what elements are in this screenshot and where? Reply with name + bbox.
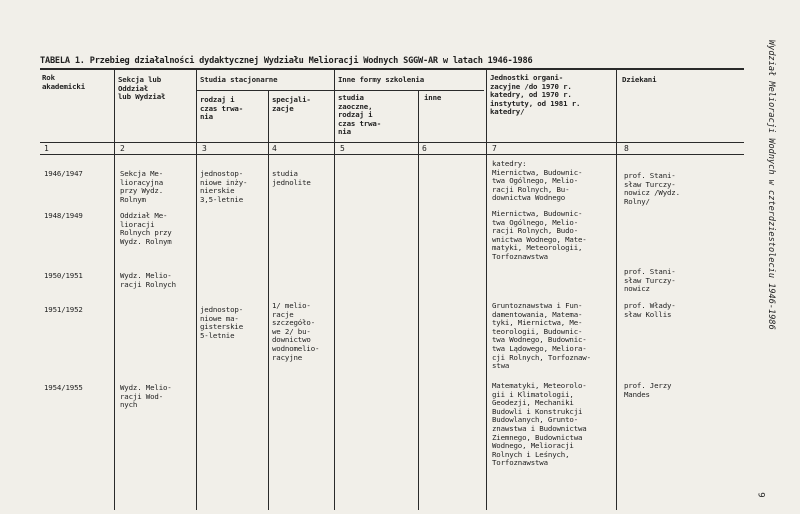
col-divider-4 (334, 70, 335, 510)
col-number-6: 6 (422, 144, 427, 153)
header-rodzaj: rodzaj i czas trwa- nia (200, 95, 243, 122)
side-caption (760, 40, 780, 380)
header-bottom-rule (40, 142, 744, 143)
row-1950-year: 1950/1951 (44, 271, 83, 280)
row-1946-rodzaj: jednostop- niowe inży- nierskie 3,5-letnie (200, 169, 248, 204)
col-number-7: 7 (492, 144, 497, 153)
header-inne-formy: Inne formy szkolenia (338, 75, 424, 84)
col-divider-5 (418, 90, 419, 510)
row-1954-jednostki: Matematyki, Meteorolo- gii i Klimatologii, Geodezji, Mechaniki Budowli i Konstrukcji Budowlanych, Grunto- znawstwa i Budownictwa Ziemnego, Budownictwa Wodnego, Melioracji Rolnych i Leśnych, Torfoznawstwa (492, 381, 587, 468)
col-divider-2 (196, 70, 197, 510)
col-number-8: 8 (624, 144, 629, 153)
col-divider-7 (616, 70, 617, 510)
header-studia-stacjonarne: Studia stacjonarne (200, 75, 278, 84)
header-zaoczne: studia zaoczne, rodzaj i czas trwa- nia (338, 93, 381, 137)
row-1948-unit: Oddział Me- lioracji Rolnych przy Wydz. Rolnym (120, 211, 172, 246)
row-1951-spec: 1/ melio- racje szczegóło- we 2/ bu- downictwo wodnomelio- racyjne (272, 301, 320, 362)
table-top-rule (40, 68, 744, 70)
header-inne: inne (424, 93, 442, 102)
header-specjalizacje: specjali- zacje (272, 95, 311, 113)
row-1946-dziekan: prof. Stani- sław Turczy- nowicz /Wydz. Rolny/ (624, 171, 680, 206)
side-caption-text: Wydział Melioracji Wodnych w czterdziestoleciu 1946-1986 (766, 40, 776, 330)
row-1948-jednostki: Miernictwa, Budownic- twa Ogólnego, Melio- racji Rolnych, Budo- wnictwa Wodnego, Mate- matyki, Meteorologii, Torfoznawstwa (492, 209, 587, 261)
row-1946-year: 1946/1947 (44, 169, 83, 178)
row-1951-jednostki: Gruntoznawstwa i Fun- damentowania, Matema- tyki, Miernictwa, Me- teorologii, Budownic- twa Wodnego, Budownic- twa Lądowego, Meliora- cji Rolnych, Torfoznaw- stwa (492, 301, 591, 371)
header-sekcja: Sekcja lub Oddział lub Wydział (118, 75, 166, 102)
col-divider-1 (114, 70, 115, 510)
page-number: 9 (755, 492, 766, 498)
row-1946-jednostki: katedry: Miernictwa, Budownic- twa Ogólnego, Melio- racji Rolnych, Bu- downictwa Wodnego (492, 159, 583, 203)
row-1951-rodzaj: jednostop- niowe ma- gisterskie 5-letnie (200, 305, 243, 340)
row-1950-unit: Wydz. Melio- racji Rolnych (120, 271, 176, 289)
table-title: TABELA 1. Przebieg działalności dydaktycznej Wydziału Melioracji Wodnych SGGW-AR w latach 1946-1986 (40, 56, 533, 66)
col-number-2: 2 (120, 144, 125, 153)
header-jednostki: Jednostki organi- zacyjne /do 1970 r. katedry, od 1970 r. instytuty, od 1981 r. katedry/ (490, 73, 581, 117)
row-1948-year: 1948/1949 (44, 211, 83, 220)
col-number-3: 3 (202, 144, 207, 153)
col-number-5: 5 (340, 144, 345, 153)
col-divider-6 (486, 70, 487, 510)
row-1954-year: 1954/1955 (44, 383, 83, 392)
row-1954-unit: Wydz. Melio- racji Wod- nych (120, 383, 172, 410)
col-divider-3 (268, 90, 269, 510)
row-1951-year: 1951/1952 (44, 305, 83, 314)
row-1954-dziekan: prof. Jerzy Mandes (624, 381, 672, 399)
col-number-1: 1 (44, 144, 49, 153)
row-1950-dziekan: prof. Stani- sław Turczy- nowicz (624, 267, 676, 294)
header-rok: Rok akademicki (42, 73, 85, 91)
row-1946-spec: studia jednolite (272, 169, 311, 187)
row-1951-dziekan: prof. Włady- sław Kollis (624, 301, 676, 319)
col-number-4: 4 (272, 144, 277, 153)
row-1946-unit: Sekcja Me- lioracyjna przy Wydz. Rolnym (120, 169, 163, 204)
numbers-bottom-rule (40, 154, 744, 155)
studia-subheader-rule (196, 90, 484, 91)
header-dziekani: Dziekani (622, 75, 657, 84)
